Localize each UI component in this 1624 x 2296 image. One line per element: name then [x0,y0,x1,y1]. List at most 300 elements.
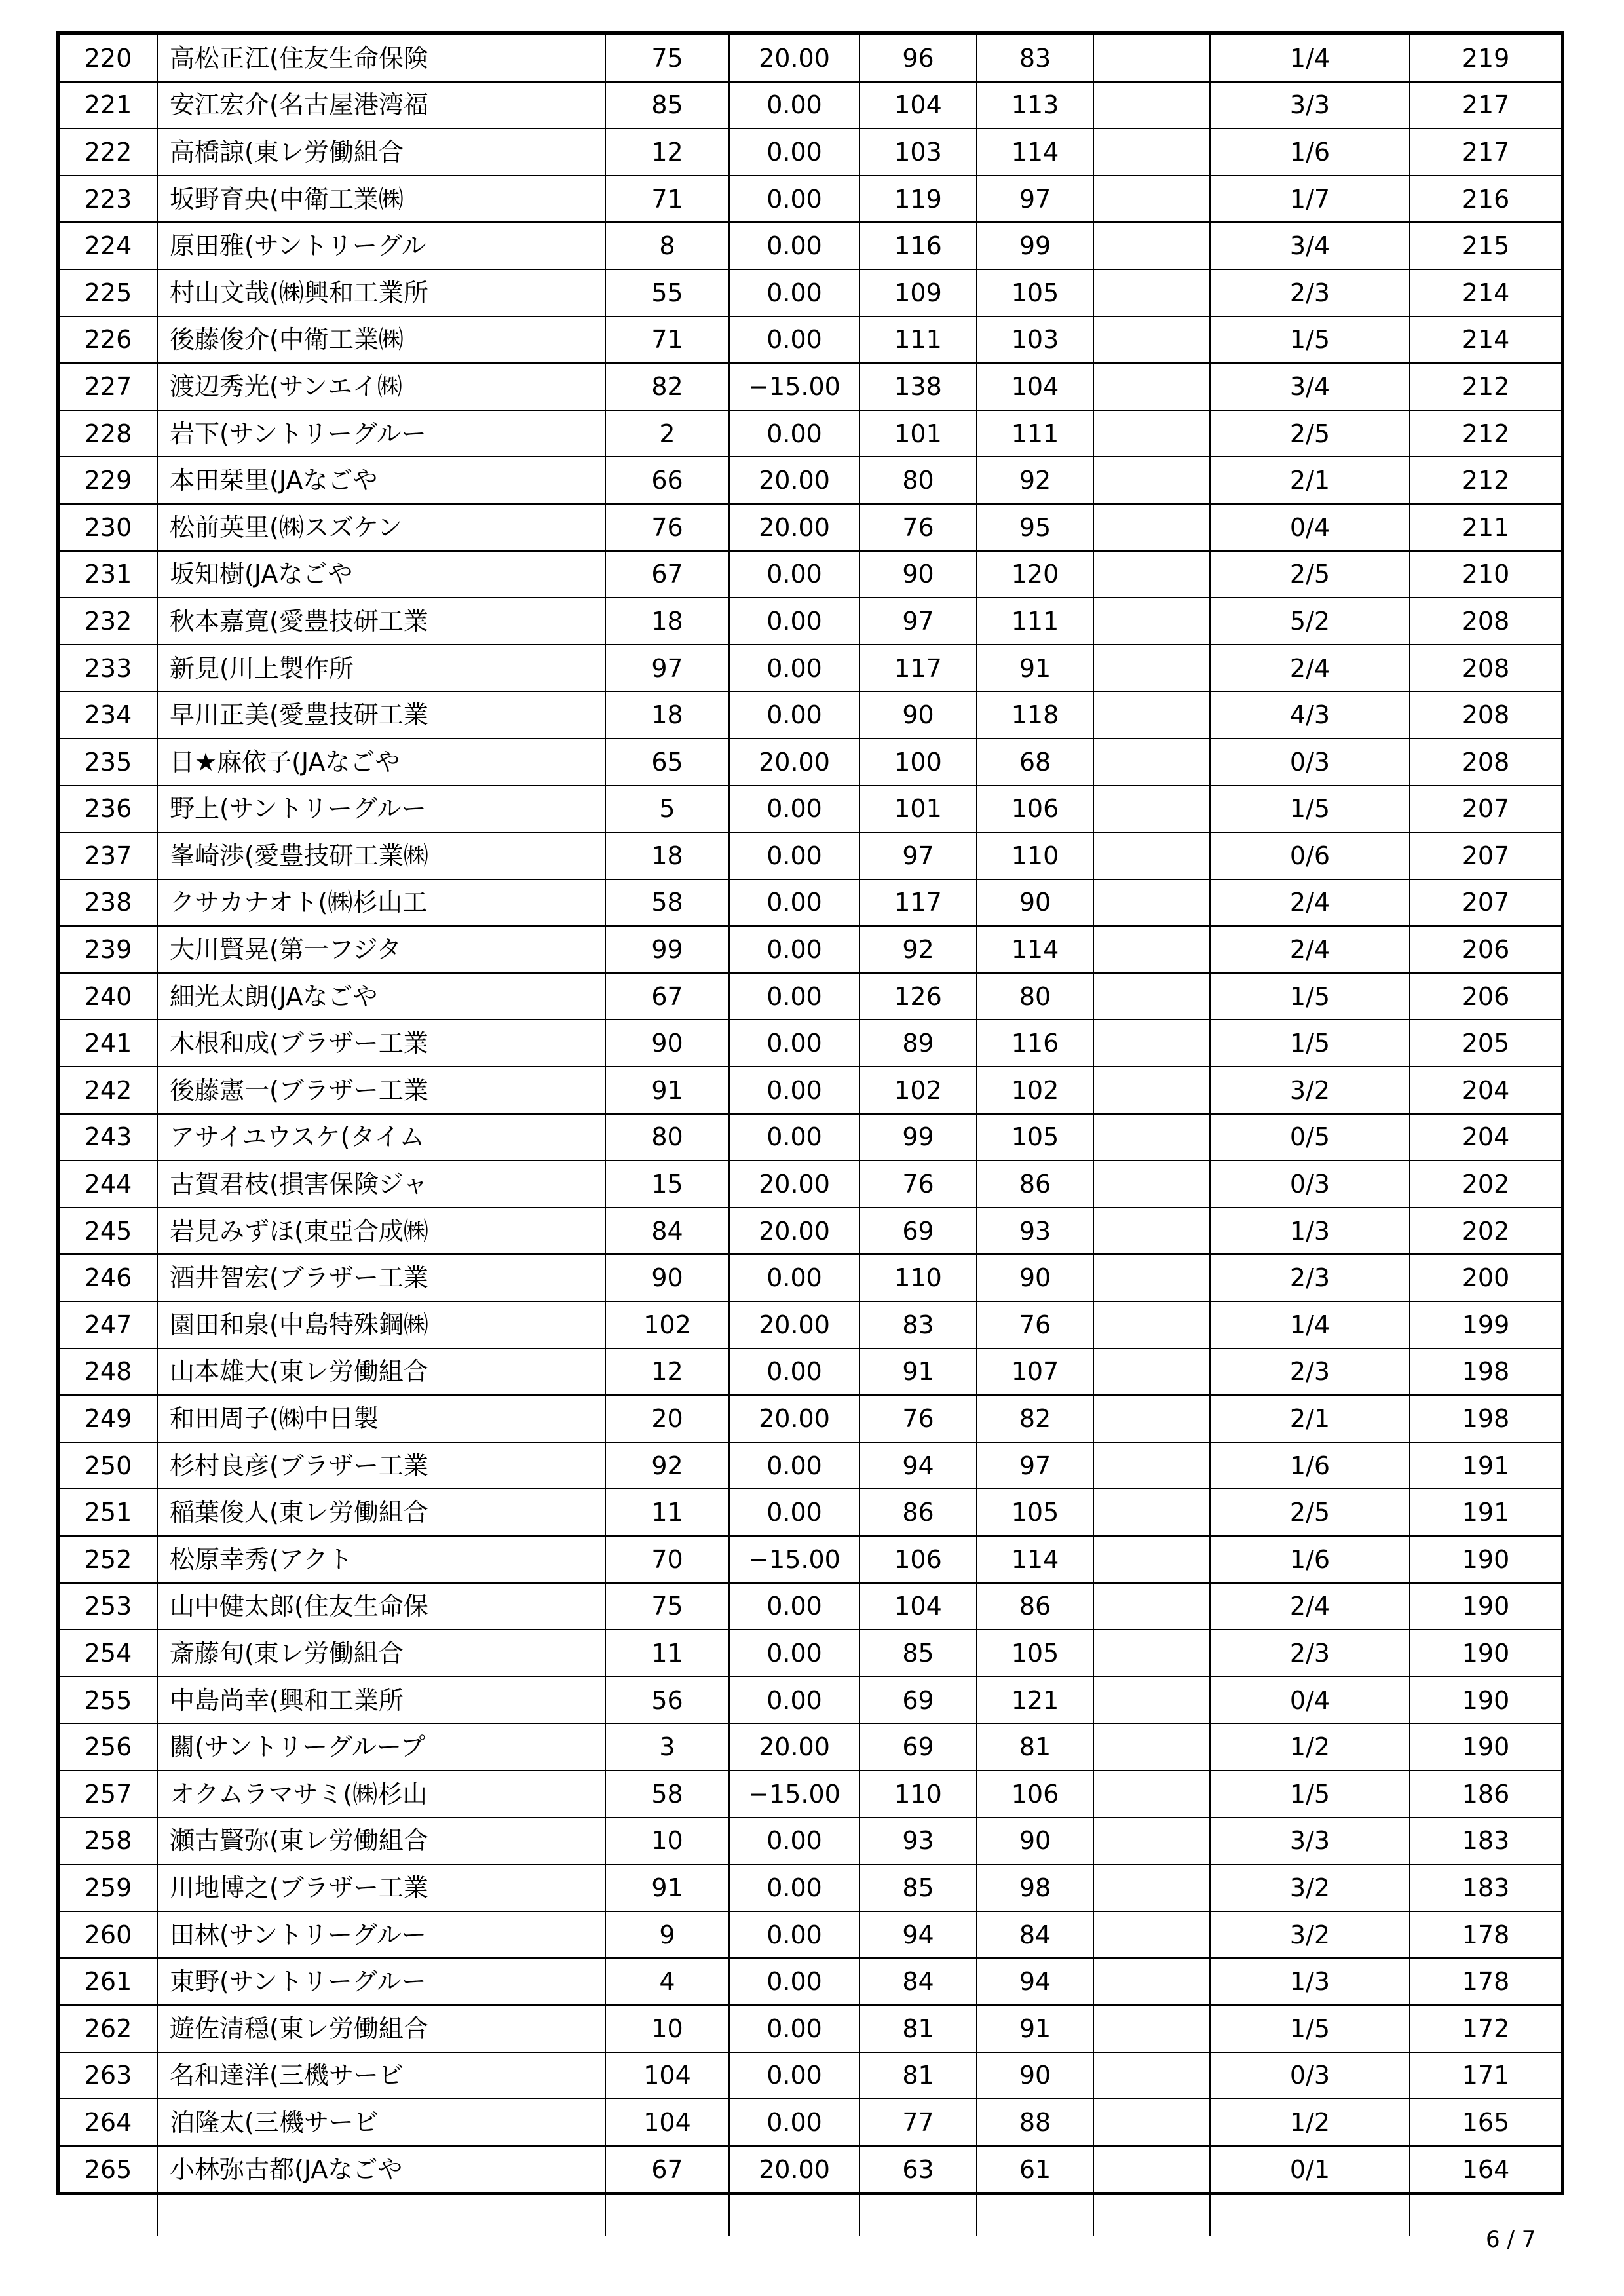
value-cell-2: 0.00 [729,128,859,176]
name-cell: 中島尚幸(興和工業所 [157,1677,605,1724]
rank-cell: 228 [60,410,157,457]
value-cell-5 [1093,1114,1210,1161]
value-cell-1: 10 [605,1818,729,1865]
ratio-cell: 2/4 [1210,1583,1410,1630]
value-cell-4: 114 [977,128,1093,176]
name-cell: 野上(サントリーグルー [157,786,605,833]
rank-cell: 261 [60,1958,157,2005]
value-cell-3: 94 [859,1911,977,1959]
value-cell-5 [1093,832,1210,879]
value-cell-4: 90 [977,879,1093,927]
value-cell-3: 110 [859,1254,977,1301]
rank-cell: 243 [60,1114,157,1161]
value-cell-4: 94 [977,1958,1093,2005]
value-cell-5 [1093,973,1210,1020]
value-cell-2: 0.00 [729,1442,859,1489]
value-cell-4: 103 [977,316,1093,364]
total-cell: 199 [1410,1301,1561,1349]
table-row [60,786,1561,833]
value-cell-3: 101 [859,786,977,833]
value-cell-4: 86 [977,1160,1093,1208]
ratio-cell: 2/4 [1210,926,1410,973]
ratio-cell: 1/5 [1210,973,1410,1020]
value-cell-5 [1093,738,1210,786]
value-cell-1: 85 [605,82,729,129]
value-cell-5 [1093,222,1210,269]
total-cell: 178 [1410,1958,1561,2005]
total-cell: 190 [1410,1677,1561,1724]
table-row [60,1723,1561,1770]
table-row [60,35,1561,82]
value-cell-4: 102 [977,1067,1093,1114]
value-cell-4: 76 [977,1301,1093,1349]
ratio-cell: 3/3 [1210,82,1410,129]
name-cell: 泊隆太(三機サービ [157,2099,605,2146]
ratio-cell: 1/5 [1210,786,1410,833]
name-cell: 渡辺秀光(サンエイ㈱ [157,363,605,410]
value-cell-4: 105 [977,1114,1093,1161]
total-cell: 186 [1410,1770,1561,1818]
value-cell-1: 12 [605,1349,729,1396]
value-cell-1: 18 [605,598,729,645]
value-cell-3: 77 [859,2099,977,2146]
value-cell-3: 109 [859,269,977,316]
ratio-cell: 1/3 [1210,1208,1410,1255]
rank-cell: 249 [60,1395,157,1442]
rank-cell: 251 [60,1489,157,1536]
value-cell-1: 75 [605,35,729,82]
table-row [60,410,1561,457]
value-cell-1: 97 [605,645,729,692]
value-cell-4: 90 [977,2052,1093,2099]
value-cell-2: 20.00 [729,1395,859,1442]
name-cell: 山本雄大(東レ労働組合 [157,1349,605,1396]
total-cell: 183 [1410,1818,1561,1865]
table-row [60,1114,1561,1161]
name-cell: 安江宏介(名古屋港湾福 [157,82,605,129]
value-cell-3: 96 [859,35,977,82]
value-cell-1: 71 [605,316,729,364]
value-cell-1: 56 [605,1677,729,1724]
ratio-cell: 4/3 [1210,691,1410,738]
value-cell-3: 119 [859,176,977,223]
total-cell: 206 [1410,973,1561,1020]
rank-cell: 253 [60,1583,157,1630]
rank-cell: 227 [60,363,157,410]
rank-cell: 262 [60,2005,157,2052]
value-cell-4: 86 [977,1583,1093,1630]
table-row [60,691,1561,738]
total-cell: 215 [1410,222,1561,269]
rank-cell: 222 [60,128,157,176]
value-cell-1: 67 [605,551,729,598]
table-row [60,269,1561,316]
rank-cell: 232 [60,598,157,645]
rank-cell: 234 [60,691,157,738]
value-cell-3: 111 [859,316,977,364]
value-cell-5 [1093,1301,1210,1349]
value-cell-2: 0.00 [729,222,859,269]
table-row [60,1536,1561,1583]
name-cell: 原田雅(サントリーグル [157,222,605,269]
table-row [60,1067,1561,1114]
value-cell-1: 18 [605,691,729,738]
name-cell: 岩見みずほ(東亞合成㈱ [157,1208,605,1255]
value-cell-5 [1093,1864,1210,1911]
name-cell: オクムラマサミ(㈱杉山 [157,1770,605,1818]
total-cell: 190 [1410,1723,1561,1770]
total-cell: 178 [1410,1911,1561,1959]
value-cell-4: 90 [977,1818,1093,1865]
name-cell: 田林(サントリーグルー [157,1911,605,1959]
value-cell-5 [1093,1489,1210,1536]
name-cell: 川地博之(ブラザー工業 [157,1864,605,1911]
ratio-cell: 1/2 [1210,2099,1410,2146]
value-cell-4: 110 [977,832,1093,879]
value-cell-1: 11 [605,1489,729,1536]
value-cell-1: 20 [605,1395,729,1442]
total-cell: 198 [1410,1395,1561,1442]
ratio-cell: 0/4 [1210,504,1410,551]
rank-cell: 255 [60,1677,157,1724]
name-cell: 斎藤旬(東レ労働組合 [157,1630,605,1677]
table-row [60,738,1561,786]
rank-cell: 260 [60,1911,157,1959]
table-row [60,879,1561,927]
total-cell: 208 [1410,738,1561,786]
name-cell: 園田和泉(中島特殊鋼㈱ [157,1301,605,1349]
total-cell: 202 [1410,1208,1561,1255]
value-cell-2: 20.00 [729,35,859,82]
ratio-cell: 0/4 [1210,1677,1410,1724]
value-cell-3: 81 [859,2005,977,2052]
rank-cell: 221 [60,82,157,129]
value-cell-1: 11 [605,1630,729,1677]
value-cell-4: 99 [977,222,1093,269]
value-cell-3: 94 [859,1442,977,1489]
value-cell-3: 63 [859,2146,977,2193]
value-cell-5 [1093,363,1210,410]
value-cell-2: 0.00 [729,1020,859,1067]
rank-cell: 220 [60,35,157,82]
name-cell: 山中健太郎(住友生命保 [157,1583,605,1630]
value-cell-1: 90 [605,1254,729,1301]
value-cell-5 [1093,2146,1210,2193]
rank-cell: 229 [60,457,157,504]
value-cell-4: 91 [977,645,1093,692]
table-row [60,926,1561,973]
table-row [60,1301,1561,1349]
table-row [60,1770,1561,1818]
value-cell-2: 0.00 [729,1911,859,1959]
name-cell: 大川賢晃(第一フジタ [157,926,605,973]
value-cell-5 [1093,926,1210,973]
table-row [60,1630,1561,1677]
value-cell-3: 90 [859,551,977,598]
value-cell-4: 84 [977,1911,1093,1959]
value-cell-4: 97 [977,176,1093,223]
table-row [60,973,1561,1020]
value-cell-1: 75 [605,1583,729,1630]
results-sheet [56,31,1564,2195]
table-row [60,1818,1561,1865]
value-cell-2: 0.00 [729,926,859,973]
rank-cell: 256 [60,1723,157,1770]
value-cell-3: 76 [859,1395,977,1442]
value-cell-3: 138 [859,363,977,410]
value-cell-2: 0.00 [729,1583,859,1630]
value-cell-2: 0.00 [729,1958,859,2005]
value-cell-1: 67 [605,2146,729,2193]
table-row [60,2099,1561,2146]
value-cell-4: 105 [977,1630,1093,1677]
value-cell-3: 106 [859,1536,977,1583]
ratio-cell: 2/3 [1210,269,1410,316]
rank-cell: 224 [60,222,157,269]
total-cell: 212 [1410,363,1561,410]
value-cell-3: 76 [859,1160,977,1208]
total-cell: 210 [1410,551,1561,598]
rank-cell: 250 [60,1442,157,1489]
name-cell: 木根和成(ブラザー工業 [157,1020,605,1067]
value-cell-3: 85 [859,1630,977,1677]
rank-cell: 223 [60,176,157,223]
value-cell-3: 89 [859,1020,977,1067]
value-cell-4: 113 [977,82,1093,129]
value-cell-2: 0.00 [729,1818,859,1865]
value-cell-4: 91 [977,2005,1093,2052]
value-cell-2: 0.00 [729,1254,859,1301]
total-cell: 208 [1410,691,1561,738]
table-row [60,1208,1561,1255]
total-cell: 208 [1410,598,1561,645]
rank-cell: 242 [60,1067,157,1114]
table-row [60,1349,1561,1396]
table-row [60,1677,1561,1724]
name-cell: 關(サントリーグループ [157,1723,605,1770]
empty-cell [729,2192,859,2236]
value-cell-1: 80 [605,1114,729,1161]
value-cell-5 [1093,598,1210,645]
name-cell: 坂知樹(JAなごや [157,551,605,598]
value-cell-2: 20.00 [729,457,859,504]
name-cell: 坂野育央(中衛工業㈱ [157,176,605,223]
total-cell: 204 [1410,1067,1561,1114]
ratio-cell: 1/6 [1210,1442,1410,1489]
name-cell: 古賀君枝(損害保険ジャ [157,1160,605,1208]
rank-cell: 238 [60,879,157,927]
value-cell-3: 104 [859,1583,977,1630]
value-cell-1: 104 [605,2099,729,2146]
total-cell: 212 [1410,457,1561,504]
name-cell: 小林弥古都(JAなごや [157,2146,605,2193]
value-cell-5 [1093,551,1210,598]
rank-cell: 258 [60,1818,157,1865]
ratio-cell: 1/5 [1210,1770,1410,1818]
table-row [60,1958,1561,2005]
value-cell-3: 69 [859,1677,977,1724]
value-cell-5 [1093,645,1210,692]
value-cell-2: 0.00 [729,879,859,927]
value-cell-2: 20.00 [729,504,859,551]
value-cell-2: 0.00 [729,2099,859,2146]
total-cell: 190 [1410,1583,1561,1630]
value-cell-1: 15 [605,1160,729,1208]
value-cell-4: 98 [977,1864,1093,1911]
empty-cell [977,2192,1093,2236]
value-cell-4: 83 [977,35,1093,82]
empty-cell [1210,2192,1410,2236]
table-row [60,82,1561,129]
total-cell: 211 [1410,504,1561,551]
value-cell-5 [1093,316,1210,364]
value-cell-4: 105 [977,269,1093,316]
name-cell: 名和達洋(三機サービ [157,2052,605,2099]
total-cell: 172 [1410,2005,1561,2052]
rank-cell: 248 [60,1349,157,1396]
ratio-cell: 3/2 [1210,1911,1410,1959]
value-cell-2: 0.00 [729,82,859,129]
total-cell: 207 [1410,832,1561,879]
ratio-cell: 3/2 [1210,1864,1410,1911]
rank-cell: 263 [60,2052,157,2099]
ratio-cell: 0/3 [1210,2052,1410,2099]
name-cell: 新見(川上製作所 [157,645,605,692]
table-row [60,1583,1561,1630]
value-cell-5 [1093,128,1210,176]
results-table-body [60,35,1561,2236]
value-cell-4: 93 [977,1208,1093,1255]
ratio-cell: 2/5 [1210,410,1410,457]
name-cell: 杉村良彦(ブラザー工業 [157,1442,605,1489]
value-cell-4: 118 [977,691,1093,738]
value-cell-3: 91 [859,1349,977,1396]
table-row [60,363,1561,410]
value-cell-4: 106 [977,786,1093,833]
value-cell-5 [1093,410,1210,457]
value-cell-3: 90 [859,691,977,738]
value-cell-4: 104 [977,363,1093,410]
value-cell-2: 0.00 [729,1677,859,1724]
ratio-cell: 1/6 [1210,1536,1410,1583]
value-cell-4: 107 [977,1349,1093,1396]
total-cell: 202 [1410,1160,1561,1208]
ratio-cell: 2/4 [1210,879,1410,927]
ratio-cell: 1/5 [1210,1020,1410,1067]
rank-cell: 254 [60,1630,157,1677]
value-cell-5 [1093,269,1210,316]
value-cell-3: 69 [859,1208,977,1255]
total-cell: 200 [1410,1254,1561,1301]
rank-cell: 246 [60,1254,157,1301]
value-cell-2: 0.00 [729,410,859,457]
ratio-cell: 2/5 [1210,1489,1410,1536]
empty-cell [60,2192,157,2236]
results-table [60,35,1561,2236]
value-cell-5 [1093,879,1210,927]
rank-cell: 265 [60,2146,157,2193]
value-cell-1: 12 [605,128,729,176]
name-cell: 細光太朗(JAなごや [157,973,605,1020]
total-cell: 216 [1410,176,1561,223]
value-cell-5 [1093,1958,1210,2005]
value-cell-3: 116 [859,222,977,269]
value-cell-4: 121 [977,1677,1093,1724]
empty-cell [605,2192,729,2236]
name-cell: 秋本嘉寛(愛豊技研工業 [157,598,605,645]
value-cell-3: 97 [859,598,977,645]
rank-cell: 241 [60,1020,157,1067]
ratio-cell: 1/5 [1210,316,1410,364]
rank-cell: 231 [60,551,157,598]
name-cell: 村山文哉(㈱興和工業所 [157,269,605,316]
value-cell-3: 117 [859,879,977,927]
value-cell-1: 58 [605,879,729,927]
ratio-cell: 0/5 [1210,1114,1410,1161]
table-row [60,1395,1561,1442]
value-cell-3: 86 [859,1489,977,1536]
value-cell-4: 116 [977,1020,1093,1067]
ratio-cell: 1/3 [1210,1958,1410,2005]
value-cell-5 [1093,1254,1210,1301]
total-cell: 214 [1410,316,1561,364]
value-cell-1: 8 [605,222,729,269]
name-cell: アサイユウスケ(タイム [157,1114,605,1161]
value-cell-2: 0.00 [729,832,859,879]
total-cell: 191 [1410,1442,1561,1489]
value-cell-5 [1093,1723,1210,1770]
table-row [60,2052,1561,2099]
value-cell-2: 0.00 [729,2005,859,2052]
value-cell-5 [1093,1208,1210,1255]
value-cell-4: 105 [977,1489,1093,1536]
table-row [60,1489,1561,1536]
value-cell-1: 82 [605,363,729,410]
value-cell-2: 0.00 [729,1114,859,1161]
ratio-cell: 2/3 [1210,1349,1410,1396]
value-cell-1: 71 [605,176,729,223]
value-cell-1: 99 [605,926,729,973]
ratio-cell: 1/5 [1210,2005,1410,2052]
name-cell: 松原幸秀(アクト [157,1536,605,1583]
value-cell-1: 102 [605,1301,729,1349]
ratio-cell: 0/6 [1210,832,1410,879]
value-cell-2: 0.00 [729,2052,859,2099]
rank-cell: 235 [60,738,157,786]
name-cell: 東野(サントリーグルー [157,1958,605,2005]
value-cell-2: 0.00 [729,269,859,316]
total-cell: 204 [1410,1114,1561,1161]
total-cell: 212 [1410,410,1561,457]
value-cell-3: 110 [859,1770,977,1818]
rank-cell: 264 [60,2099,157,2146]
rank-cell: 247 [60,1301,157,1349]
value-cell-2: 20.00 [729,1208,859,1255]
ratio-cell: 1/2 [1210,1723,1410,1770]
value-cell-2: 0.00 [729,551,859,598]
ratio-cell: 5/2 [1210,598,1410,645]
value-cell-1: 91 [605,1067,729,1114]
value-cell-3: 85 [859,1864,977,1911]
total-cell: 190 [1410,1630,1561,1677]
value-cell-5 [1093,1536,1210,1583]
rank-cell: 240 [60,973,157,1020]
rank-cell: 252 [60,1536,157,1583]
value-cell-3: 83 [859,1301,977,1349]
value-cell-5 [1093,1349,1210,1396]
value-cell-3: 117 [859,645,977,692]
value-cell-3: 92 [859,926,977,973]
